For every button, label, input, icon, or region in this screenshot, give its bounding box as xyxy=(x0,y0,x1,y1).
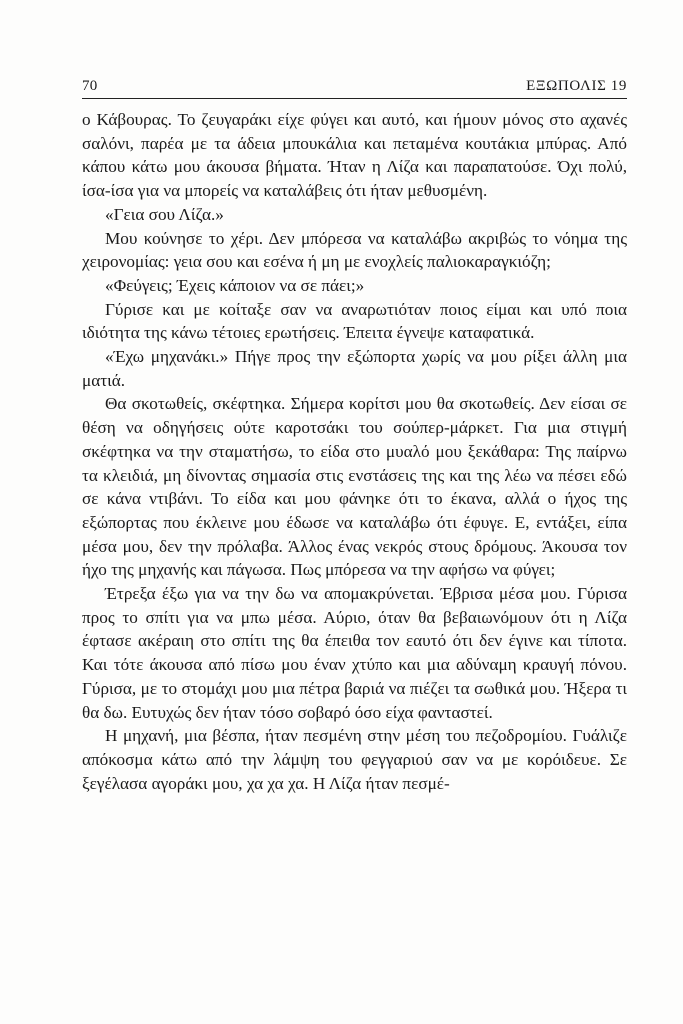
page-number: 70 xyxy=(82,78,98,94)
paragraph: «Γεια σου Λίζα.» xyxy=(105,204,224,224)
paragraph: Μου κούνησε το χέρι. Δεν μπόρεσα να καταλάβω ακριβώς το νόημα της χειρονομίας: γεια σου και εσένα ή μη με ενοχλείς παλιοκαραγκιόζη; xyxy=(82,228,627,272)
paragraph: «Έχω μηχανάκι.» Πήγε προς την εξώπορτα χωρίς να μου ρίξει άλλη μια ματιά. xyxy=(82,347,627,390)
paragraph: ο Κάβουρας. Το ζευγαράκι είχε φύγει και αυτό, και ήμουν μόνος στο αχανές σαλόνι, παρέα με τα άδεια μπουκάλια και πεταμένα κουτάκια μπύρας. Από κάπου κάτω μου άκουσα βήματα. Ήταν η Λίζα και παραπατούσε. Όχι πολύ, ίσα-ίσα για να μπορείς να καταλάβεις ότι ήταν μεθυσμένη. xyxy=(82,110,627,201)
paragraph: Έτρεξα έξω για να την δω να απομακρύνεται. Έβρισα μέσα μου. Γύρισα προς το σπίτι για να μπω μέσα. Αύριο, όταν θα βεβαιωνόμουν ότι η Λίζα έφτασε ακέραιη στο σπίτι της θα έπειθα τον εαυτό ότι δεν έγινε και τίποτα. Και τότε άκουσα από πίσω μου έναν χτύπο και μια αδύναμη κραυγή πόνου. Γύρισα, με το στομάχι μου μια πέτρα βαριά να πιέζει τα σωθικά μου. Ήξερα τι θα δω. Ευτυχώς δεν ήταν τόσο σοβαρό όσο είχα φανταστεί. xyxy=(82,584,627,722)
paragraph: Θα σκοτωθείς, σκέφτηκα. Σήμερα κορίτσι μου θα σκοτωθείς. Δεν είσαι σε θέση να οδηγήσεις ούτε καροτσάκι του σούπερ-μάρκετ. Για μια στιγμή σκέφτηκα να την σταματήσω, το είδα στο μυαλό μου ξεκάθαρα: Της παίρνω τα κλειδιά, μη δίνοντας σημασία στις ενστάσεις της και της λέω να πέσει εδώ σε κάνα ντιβάνι. Το είδα και μου φάνηκε ότι το έκανα, αλλά ο ήχος της εξώπορτας που έκλεινε μου έδωσε να καταλάβω ότι έφυγε. Ε, εντάξει, είπα μέσα μου, δεν την πρόλαβα. Άλλος ένας νεκρός στους δρόμους. Άκουσα τον ήχο της μηχανής και πάγωσα. Πως μπόρεσα να την αφήσω να φύγει; xyxy=(82,394,627,580)
body-text xyxy=(82,108,627,795)
paragraph: «Φεύγεις; Έχεις κάποιον να σε πάει;» xyxy=(105,275,365,295)
page-header xyxy=(82,76,627,99)
running-title: ΕΞΩΠΟΛΙΣ 19 xyxy=(526,78,627,94)
paragraph: Η μηχανή, μια βέσπα, ήταν πεσμένη στην μέση του πεζοδρομίου. Γυάλιζε απόκοσμα κάτω από την λάμψη του φεγγαριού σαν να με κορόιδευε. Σε ξεγέλασα αγοράκι μου, χα χα χα. Η Λίζα ήταν πεσμέ- xyxy=(82,726,627,793)
paragraph: Γύρισε και με κοίταξε σαν να αναρωτιόταν ποιος είμαι και υπό ποια ιδιότητα της κάνω τέτοιες ερωτήσεις. Έπειτα έγνεψε καταφατικά. xyxy=(82,299,627,343)
